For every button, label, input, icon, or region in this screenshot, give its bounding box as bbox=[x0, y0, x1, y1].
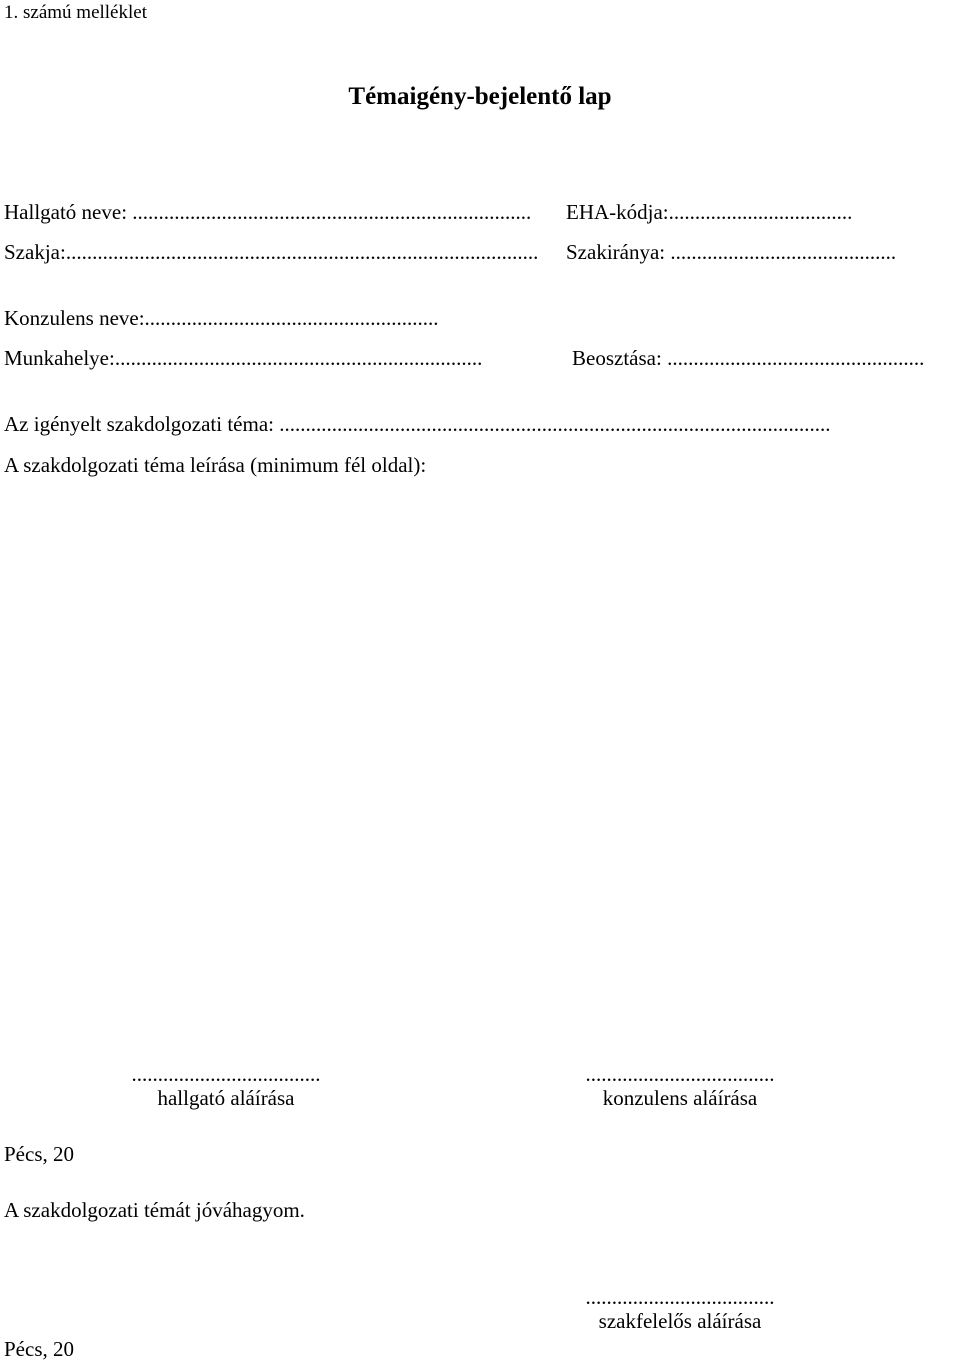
eha-code-row bbox=[566, 202, 852, 223]
page-title: Témaigény-bejelentő lap bbox=[348, 83, 612, 110]
consultant-signature-block bbox=[552, 1064, 808, 1109]
position-label: Beosztása: bbox=[572, 346, 668, 370]
workplace-label: Munkahelye: bbox=[4, 346, 115, 370]
student-signature-label: hallgató aláírása bbox=[157, 1086, 295, 1110]
topic-description-label: A szakdolgozati téma leírása (minimum fél oldal): bbox=[4, 453, 427, 477]
approval-text: A szakdolgozati témát jóváhagyom. bbox=[4, 1198, 305, 1222]
responsible-signature-label: szakfelelős aláírása bbox=[598, 1309, 762, 1333]
consultant-signature-label: konzulens aláírása bbox=[602, 1086, 758, 1110]
eha-code-field[interactable]: ................................... bbox=[668, 200, 853, 224]
student-name-row bbox=[4, 202, 531, 223]
place-date-1: Pécs, 20 bbox=[4, 1142, 74, 1166]
specialization-label: Szakiránya: bbox=[566, 240, 671, 264]
consultant-name-label: Konzulens neve: bbox=[4, 306, 145, 330]
major-field[interactable]: .......................................................................................... bbox=[65, 240, 539, 264]
student-name-field[interactable]: ............................................................................ bbox=[132, 200, 532, 224]
student-signature-line[interactable]: .................................... bbox=[131, 1062, 321, 1086]
position-row bbox=[572, 348, 924, 369]
workplace-field[interactable]: ...................................................................... bbox=[114, 346, 483, 370]
requested-topic-field[interactable]: ......................................................................................................... bbox=[279, 412, 831, 436]
place-date-2: Pécs, 20 bbox=[4, 1337, 74, 1361]
annex-label: 1. számú melléklet bbox=[4, 2, 147, 23]
topic-description-area[interactable] bbox=[4, 490, 956, 1050]
consultant-name-field[interactable]: ........................................................ bbox=[144, 306, 439, 330]
workplace-row bbox=[4, 348, 482, 369]
responsible-signature-line[interactable]: .................................... bbox=[585, 1285, 775, 1309]
requested-topic-label: Az igényelt szakdolgozati téma: bbox=[4, 412, 280, 436]
responsible-signature-block bbox=[552, 1287, 808, 1332]
student-signature-block bbox=[98, 1064, 354, 1109]
student-name-label: Hallgató neve: bbox=[4, 200, 133, 224]
major-label: Szakja: bbox=[4, 240, 66, 264]
specialization-row bbox=[566, 242, 896, 263]
specialization-field[interactable]: ........................................... bbox=[670, 240, 897, 264]
consultant-name-row bbox=[4, 308, 439, 329]
requested-topic-row bbox=[4, 414, 831, 435]
major-row bbox=[4, 242, 538, 263]
position-field[interactable]: ................................................. bbox=[667, 346, 925, 370]
consultant-signature-line[interactable]: .................................... bbox=[585, 1062, 775, 1086]
eha-code-label: EHA-kódja: bbox=[566, 200, 669, 224]
